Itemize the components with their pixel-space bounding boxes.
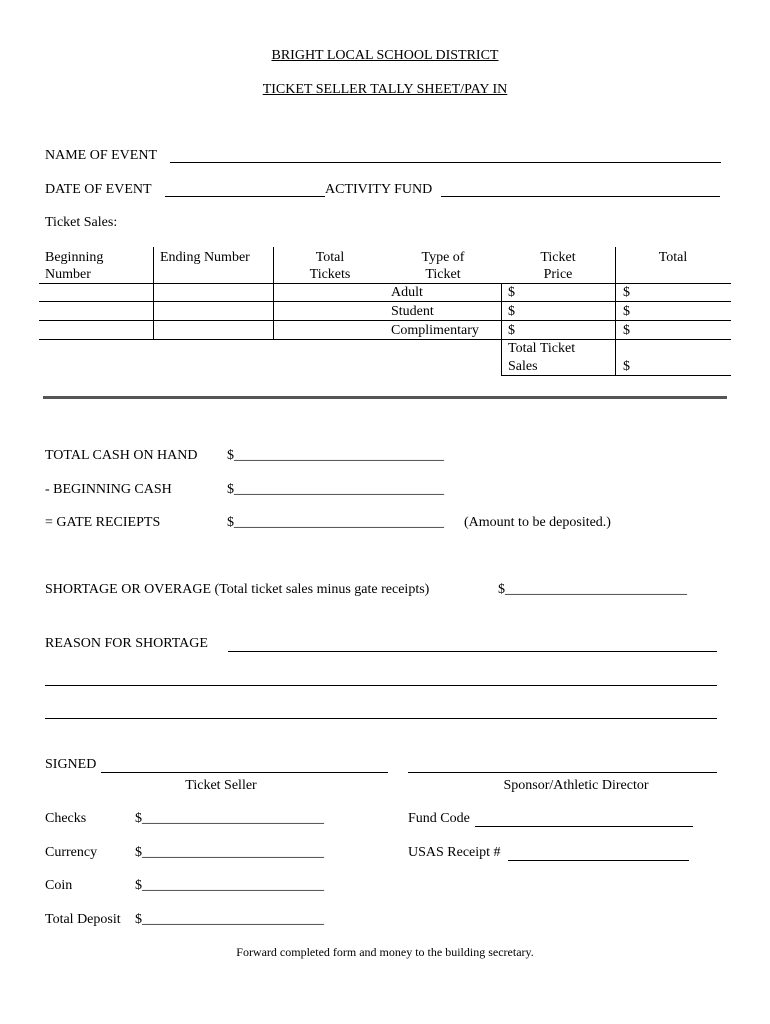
row-type: Complimentary [391, 323, 479, 338]
coin-field[interactable]: $__________________________ [135, 878, 324, 893]
event-name-field[interactable] [170, 162, 721, 163]
sponsor-caption: Sponsor/Athletic Director [503, 778, 649, 793]
reason-line[interactable] [45, 685, 717, 686]
header-price-1: Ticket [540, 250, 576, 265]
table-divider [615, 247, 616, 375]
table-rule [501, 375, 731, 376]
row-total[interactable]: $ [623, 304, 630, 319]
total-deposit-field[interactable]: $__________________________ [135, 912, 324, 927]
usas-receipt-label: USAS Receipt # [408, 845, 501, 860]
table-divider [273, 247, 274, 339]
ticket-seller-signature[interactable] [101, 772, 388, 773]
signed-label: SIGNED [45, 757, 97, 772]
header-type-1: Type of [421, 250, 465, 265]
district-title: BRIGHT LOCAL SCHOOL DISTRICT [271, 48, 499, 63]
summary-label-2: Sales [508, 359, 538, 374]
summary-total[interactable]: $ [623, 359, 630, 374]
fund-code-field[interactable] [475, 826, 693, 827]
table-rule [39, 301, 731, 302]
sponsor-signature[interactable] [408, 772, 717, 773]
shortage-field[interactable]: $__________________________ [498, 582, 687, 597]
header-type-2: Ticket [425, 267, 461, 282]
reason-field[interactable] [228, 651, 717, 652]
beginning-cash-field[interactable]: $______________________________ [227, 482, 444, 497]
shortage-label: SHORTAGE OR OVERAGE (Total ticket sales minus gate receipts) [45, 582, 430, 597]
usas-receipt-field[interactable] [508, 860, 689, 861]
ticket-seller-caption: Ticket Seller [185, 778, 257, 793]
row-price[interactable]: $ [508, 304, 515, 319]
header-total-1: Total [315, 250, 345, 265]
summary-label-1: Total Ticket [508, 341, 576, 356]
header-price-2: Price [543, 267, 573, 282]
gate-receipts-field[interactable]: $______________________________ [227, 515, 444, 530]
row-price[interactable]: $ [508, 285, 515, 300]
currency-field[interactable]: $__________________________ [135, 845, 324, 860]
event-date-label: DATE OF EVENT [45, 182, 152, 197]
reason-label: REASON FOR SHORTAGE [45, 636, 208, 651]
header-beginning-1: Beginning [45, 250, 104, 265]
header-beginning-2: Number [45, 267, 91, 282]
form-title: TICKET SELLER TALLY SHEET/PAY IN [262, 82, 508, 97]
checks-label: Checks [45, 811, 87, 826]
table-rule [39, 339, 731, 340]
currency-label: Currency [45, 845, 98, 860]
event-name-label: NAME OF EVENT [45, 148, 157, 163]
activity-fund-label: ACTIVITY FUND [325, 182, 433, 197]
row-total[interactable]: $ [623, 285, 630, 300]
beginning-cash-label: - BEGINNING CASH [45, 482, 172, 497]
fund-code-label: Fund Code [408, 811, 470, 826]
ticket-sales-label: Ticket Sales: [45, 215, 118, 230]
reason-line[interactable] [45, 718, 717, 719]
total-deposit-label: Total Deposit [45, 912, 121, 927]
table-divider [501, 283, 502, 375]
header-total-col: Total [658, 250, 688, 265]
gate-receipts-note: (Amount to be deposited.) [464, 515, 611, 530]
table-rule [39, 320, 731, 321]
header-ending: Ending Number [160, 250, 250, 265]
coin-label: Coin [45, 878, 73, 893]
row-price[interactable]: $ [508, 323, 515, 338]
section-separator [43, 396, 727, 399]
event-date-field[interactable] [165, 196, 325, 197]
activity-fund-field[interactable] [441, 196, 720, 197]
gate-receipts-label: = GATE RECIEPTS [45, 515, 161, 530]
header-total-2: Tickets [309, 267, 351, 282]
checks-field[interactable]: $__________________________ [135, 811, 324, 826]
row-total[interactable]: $ [623, 323, 630, 338]
table-divider [153, 247, 154, 339]
cash-on-hand-field[interactable]: $______________________________ [227, 448, 444, 463]
row-type: Adult [391, 285, 423, 300]
cash-on-hand-label: TOTAL CASH ON HAND [45, 448, 198, 463]
row-type: Student [391, 304, 434, 319]
footer-note: Forward completed form and money to the building secretary. [236, 945, 534, 959]
